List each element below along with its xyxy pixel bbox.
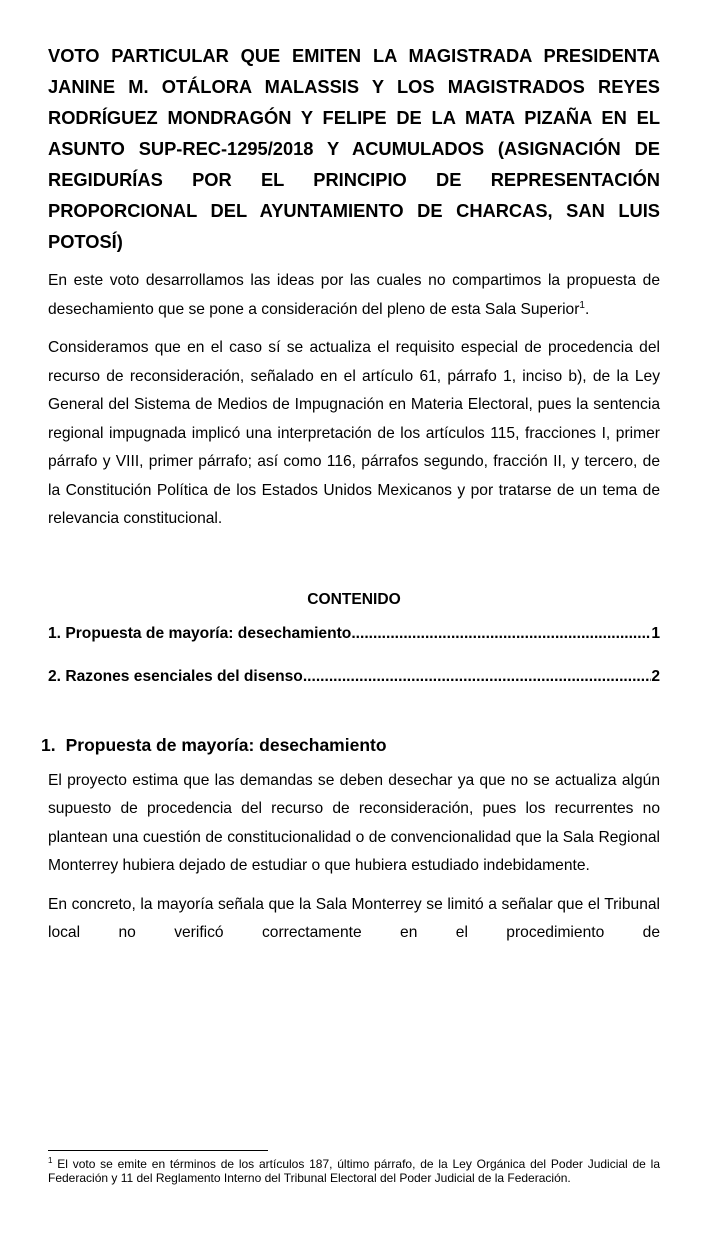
document-title: VOTO PARTICULAR QUE EMITEN LA MAGISTRADA PRESIDENTA JANINE M. OTÁLORA MALASSIS Y LOS MAGISTRADOS REYES RODRÍGUEZ MONDRAGÓN Y FELIPE DE LA MATA PIZAÑA EN EL ASUNTO SUP-REC-1295/2018 Y ACUMULADOS (ASIGNACIÓN DE REGIDURÍAS POR EL PRINCIPIO DE REPRESENTACIÓN PROPORCIONAL DEL AYUNTAMIENTO DE CHARCAS, SAN LUIS POTOSÍ) xyxy=(48,45,660,252)
toc-item-2[interactable] xyxy=(48,667,660,687)
section-1-paragraph-1: El proyecto estima que las demandas se deben desechar ya que no se actualiza algún supuesto de procedencia del recurso de reconsideración, pues los recurrentes no plantean una cuestión de constitucionalidad o de convencionalidad que la Sala Regional Monterrey hubiera dejado de estudiar o que hubiera estudiado indebidamente. xyxy=(48,771,660,874)
intro-paragraph-1-end: . xyxy=(584,300,590,318)
section-1-paragraph-2: En concreto, la mayoría señala que la Sala Monterrey se limitó a señalar que el Tribunal local no verificó correctamente en el procedimiento de xyxy=(48,895,660,941)
intro-paragraph-1 xyxy=(48,267,660,324)
document-page xyxy=(41,40,660,948)
toc-item-page: 1 xyxy=(651,624,660,642)
toc-leader-dots xyxy=(351,624,651,644)
intro-paragraph-2: Consideramos que en el caso sí se actualiza el requisito especial de procedencia del recurso de reconsideración, señalado en el artículo 61, párrafo 1, inciso b), de la Ley General del Sistema de Medios de Impugnación en Materia Electoral, pues la sentencia regional impugnada implicó una interpretación de los artículos 115, fracciones I, primer párrafo y VIII, primer párrafo; así como 116, párrafos segundo, fracción II, y tercero, de la Constitución Política de los Estados Unidos Mexicanos y por tratarse de un tema de relevancia constitucional. xyxy=(48,339,660,527)
footnote-divider xyxy=(48,1150,268,1151)
table-of-contents xyxy=(48,624,660,687)
toc-leader-dots xyxy=(303,667,651,687)
section-1-title: Propuesta de mayoría: desechamiento xyxy=(65,734,387,755)
contents-heading: CONTENIDO xyxy=(307,590,401,608)
toc-item-1[interactable] xyxy=(48,624,660,644)
toc-item-label: 1. Propuesta de mayoría: desechamiento xyxy=(48,624,352,642)
footnote-text: El voto se emite en términos de los artículos 187, último párrafo, de la Ley Orgánica del Poder Judicial de la Federación y 11 del Reglamento Interno del Tribunal Electoral del Poder Judicial de la Federación. xyxy=(48,1157,660,1185)
section-1-number: 1. xyxy=(41,734,56,755)
toc-item-label: 2. Razones esenciales del disenso xyxy=(48,667,303,685)
section-1-heading xyxy=(41,733,660,757)
footnote-reference-1[interactable]: 1 xyxy=(579,299,585,311)
footnote-number: 1 xyxy=(48,1156,53,1165)
footnote-1 xyxy=(48,1158,660,1185)
intro-paragraph-1-text: En este voto desarrollamos las ideas por las cuales no compartimos la propuesta de desechamiento que se pone a consideración del pleno de esta Sala Superior xyxy=(48,272,660,318)
toc-item-page: 2 xyxy=(651,667,660,685)
